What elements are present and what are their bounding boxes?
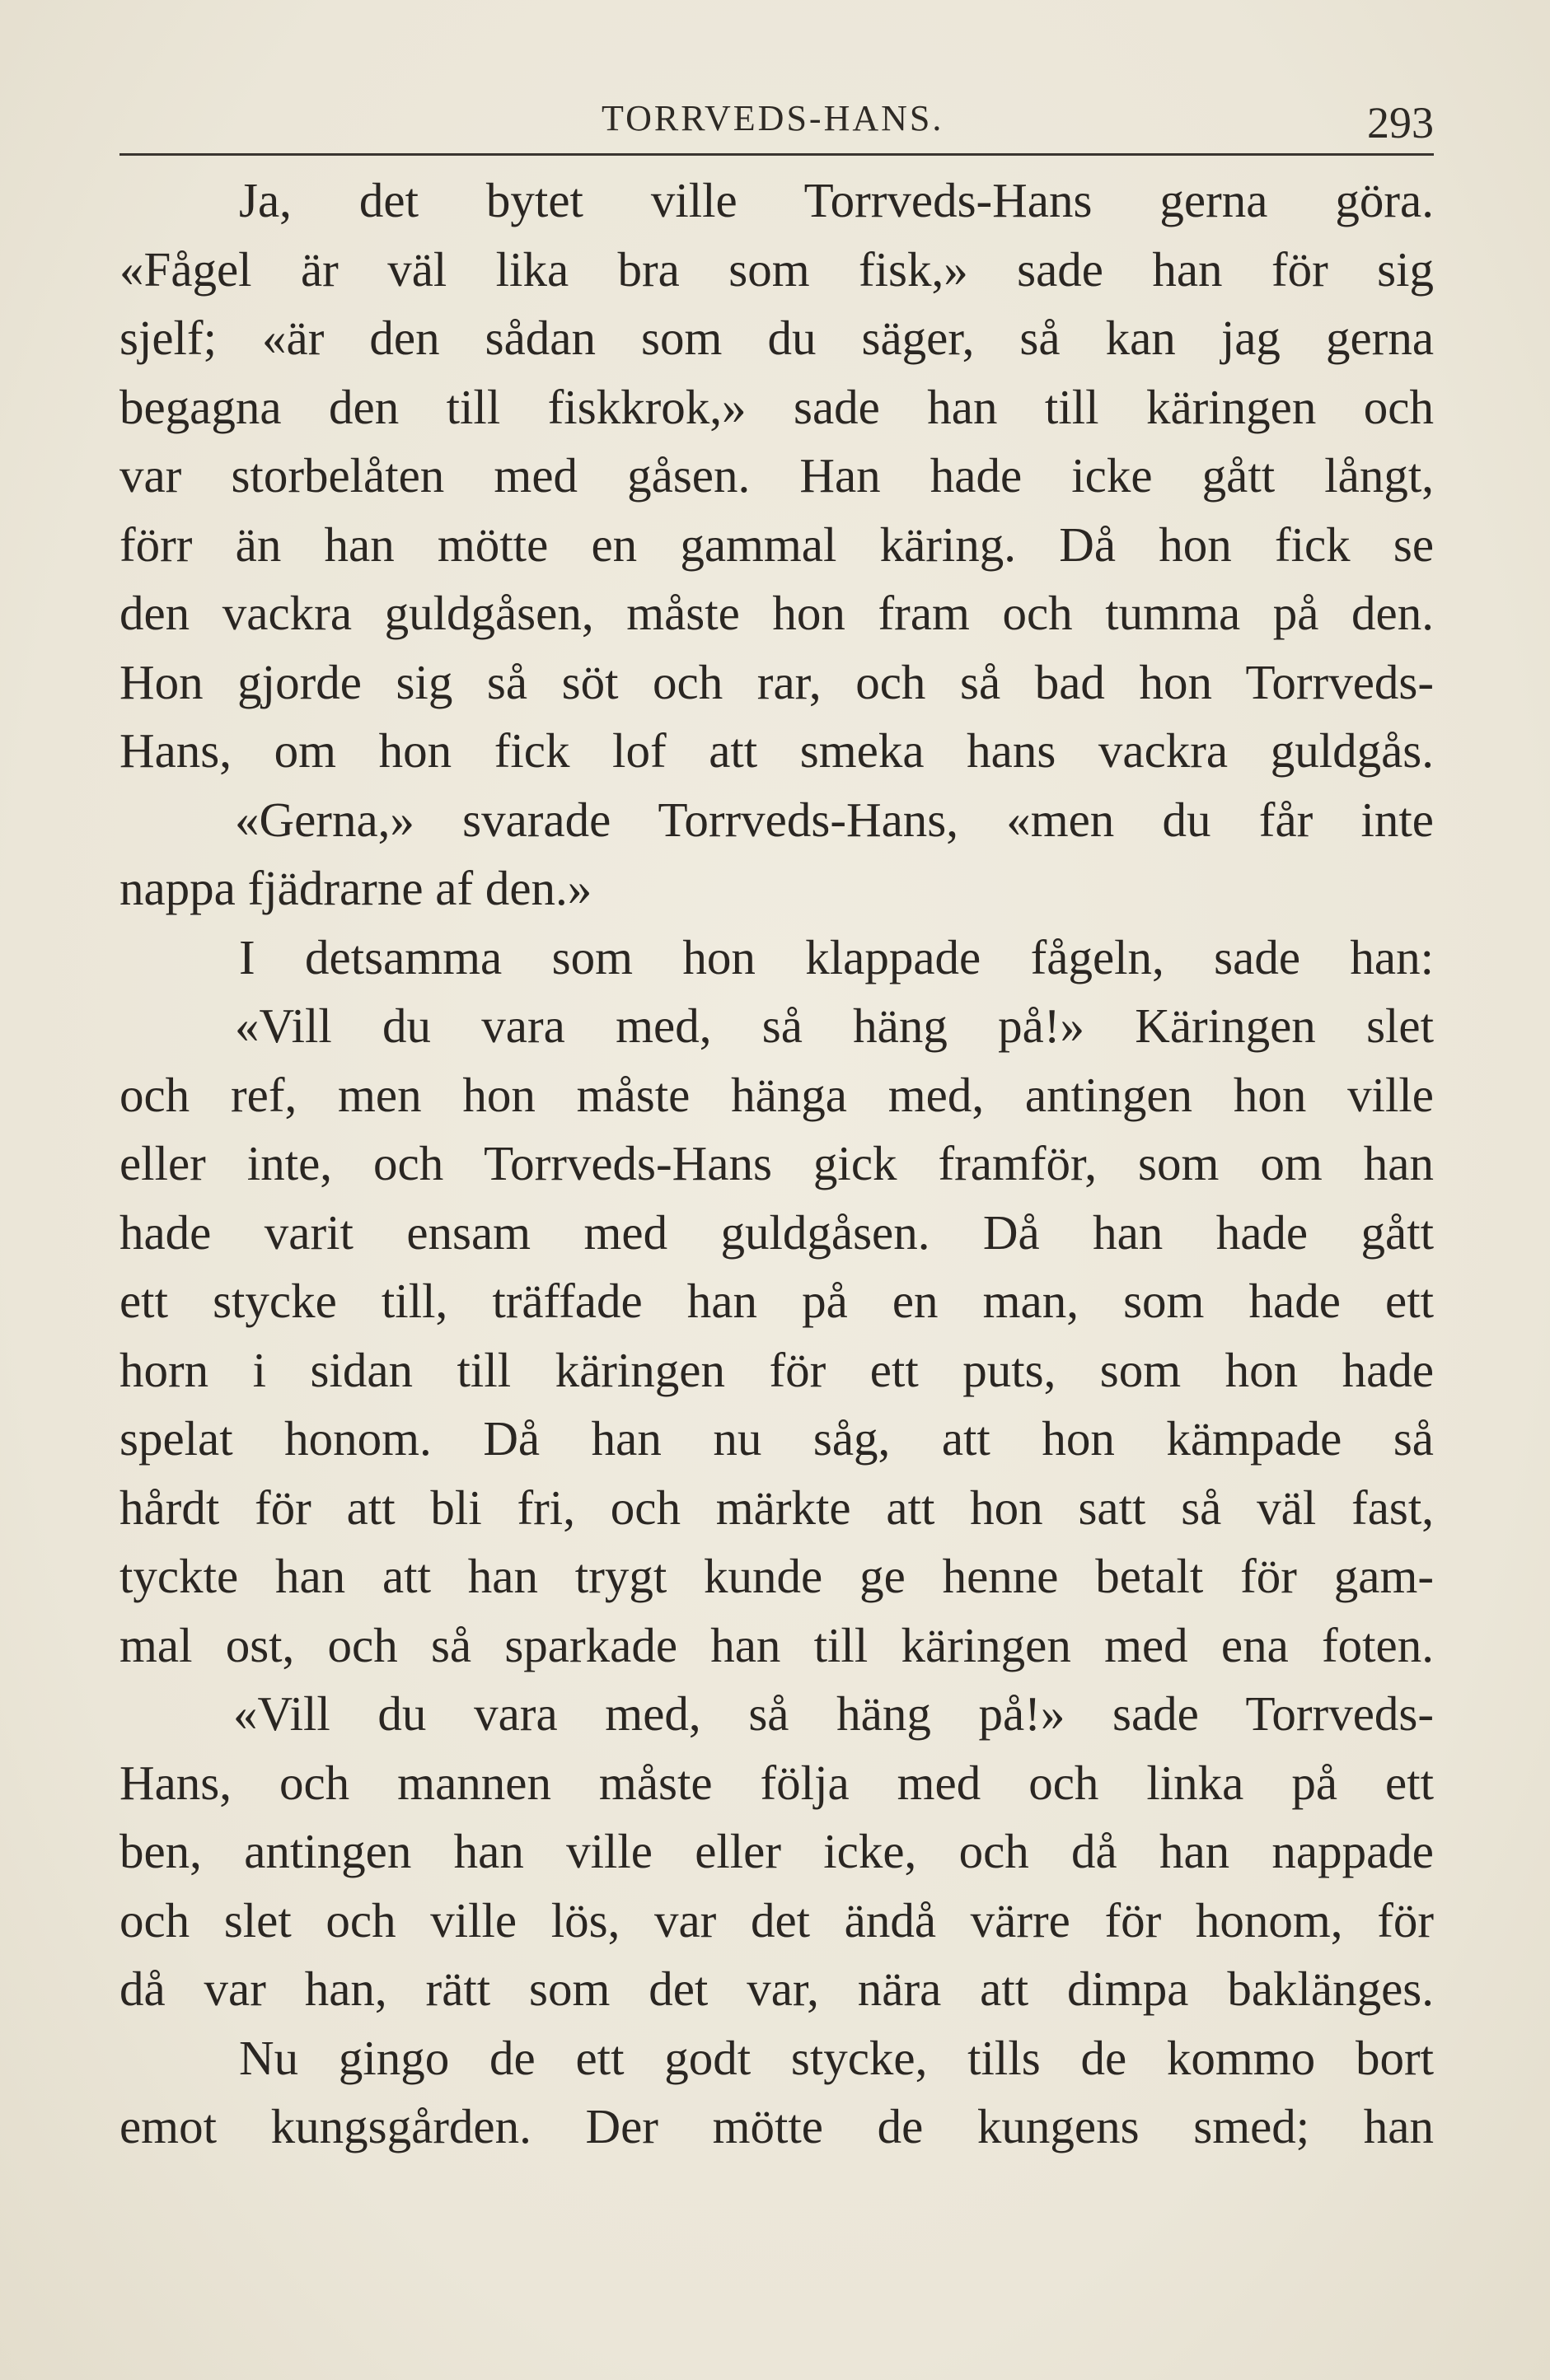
text-line: den vackra guldgåsen, måste hon fram och tumma på den.: [119, 586, 1434, 640]
text-line: sjelf; «är den sådan som du säger, så kan jag gerna: [119, 311, 1434, 365]
text-line: spelat honom. Då han nu såg, att hon kämpade så: [119, 1411, 1434, 1466]
text-line: «Fågel är väl lika bra som fisk,» sade han för sig: [119, 241, 1434, 297]
text-line: då var han, rätt som det var, nära att dimpa baklänges.: [119, 1962, 1434, 2016]
text-line: hade varit ensam med guldgåsen. Då han hade gått: [119, 1204, 1434, 1260]
text-line: eller inte, och Torrveds-Hans gick framför, som om han: [119, 1136, 1434, 1190]
page-header: [119, 97, 1434, 155]
text-line: Hans, om hon fick lof att smeka hans vackra guldgås.: [119, 723, 1434, 778]
text-line: förr än han mötte en gammal käring. Då hon fick se: [119, 517, 1434, 572]
text-line: horn i sidan till käringen för ett puts, som hon hade: [119, 1342, 1434, 1397]
text-line: tyckte han att han trygt kunde ge henne betalt för gam-: [119, 1549, 1434, 1603]
text-line: «Vill du vara med, så häng på!» sade Torrveds-: [233, 1686, 1434, 1741]
text-line: Hon gjorde sig så söt och rar, och så bad hon Torrveds-: [119, 654, 1434, 709]
text-line: ben, antingen han ville eller icke, och då han nappade: [119, 1824, 1434, 1878]
text-line: mal ost, och så sparkade han till käringen med ena foten.: [119, 1617, 1434, 1672]
body-text: [119, 166, 1434, 2162]
header-rule: [119, 153, 1434, 156]
page-number: 293: [1367, 98, 1434, 147]
text-line: begagna den till fiskkrok,» sade han till käringen och: [119, 379, 1434, 434]
text-line: var storbelåten med gåsen. Han hade icke gått långt,: [119, 448, 1434, 503]
text-line: «Gerna,» svarade Torrveds-Hans, «men du får inte: [235, 792, 1434, 847]
text-line: Ja, det bytet ville Torrveds-Hans gerna göra.: [239, 173, 1434, 227]
text-line: hårdt för att bli fri, och märkte att hon satt så väl fast,: [119, 1480, 1434, 1535]
text-line: och ref, men hon måste hänga med, antingen hon ville: [119, 1067, 1434, 1122]
running-title: TORRVEDS-HANS.: [602, 98, 944, 138]
text-line: «Vill du vara med, så häng på!» Käringen slet: [235, 998, 1434, 1053]
text-line: Hans, och mannen måste följa med och linka på ett: [119, 1755, 1434, 1810]
text-line: Nu gingo de ett godt stycke, tills de kommo bort: [239, 2030, 1434, 2085]
text-line: nappa fjädrarne af den.»: [119, 861, 592, 915]
text-line: och slet och ville lös, var det ändå värre för honom, för: [119, 1892, 1434, 1947]
text-line: ett stycke till, träffade han på en man, som hade ett: [119, 1274, 1434, 1328]
text-line: emot kungsgården. Der mötte de kungens smed; han: [119, 2099, 1434, 2153]
text-line: I detsamma som hon klappade fågeln, sade han:: [239, 929, 1434, 984]
